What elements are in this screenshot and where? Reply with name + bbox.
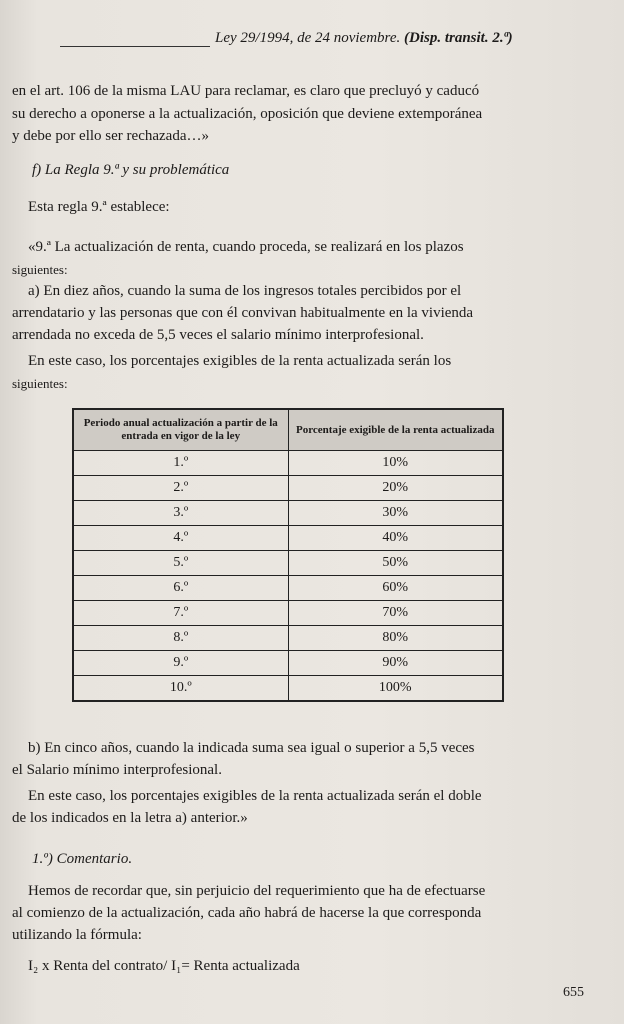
cell-porcentaje: 10% <box>288 451 503 476</box>
table-row <box>73 626 503 651</box>
section-f-heading: f) La Regla 9.ª y su problemática <box>32 162 230 178</box>
cell-periodo: 7.º <box>73 601 288 626</box>
table-header-row <box>73 409 503 451</box>
cell-periodo: 5.º <box>73 551 288 576</box>
p8-line2: al comienzo de la actualización, cada año habrá de hacerse la que corresponda <box>12 905 482 921</box>
header-law: Ley 29/1994, de 24 noviembre. <box>215 30 401 46</box>
p3-line2: siguientes: <box>12 262 68 277</box>
p1-line1: en el art. 106 de la misma LAU para reclamar, es claro que precluyó y caducó <box>12 83 480 99</box>
cell-porcentaje: 90% <box>288 651 503 676</box>
table-row <box>73 676 503 702</box>
p3-line1: «9.ª La actualización de renta, cuando proceda, se realizará en los plazos <box>28 239 464 255</box>
cell-porcentaje: 80% <box>288 626 503 651</box>
table-row <box>73 576 503 601</box>
table-row <box>73 451 503 476</box>
running-header <box>60 30 590 58</box>
page-number: 655 <box>563 985 584 1000</box>
table-row <box>73 601 503 626</box>
cell-periodo: 8.º <box>73 626 288 651</box>
cell-periodo: 6.º <box>73 576 288 601</box>
cell-periodo: 3.º <box>73 501 288 526</box>
p6-line1: b) En cinco años, cuando la indicada suma sea igual o superior a 5,5 veces <box>28 740 475 756</box>
cell-periodo: 10.º <box>73 676 288 702</box>
col-header-porcentaje: Porcentaje exigible de la renta actualizada <box>288 409 503 451</box>
comentario-heading: 1.º) Comentario. <box>32 851 133 867</box>
p4-line3: arrendada no exceda de 5,5 veces el salario mínimo interprofesional. <box>12 327 424 343</box>
cell-periodo: 4.º <box>73 526 288 551</box>
p7-line1: En este caso, los porcentajes exigibles de la renta actualizada serán el doble <box>28 788 482 804</box>
header-title <box>215 30 513 47</box>
p4-line2: arrendatario y las personas que con él convivan habitualmente en la vivienda <box>12 305 474 321</box>
cell-porcentaje: 50% <box>288 551 503 576</box>
cell-porcentaje: 40% <box>288 526 503 551</box>
p1-line2: su derecho a oponerse a la actualización, oposición que deviene extemporánea <box>12 106 483 122</box>
p1-line3: y debe por ello ser rechazada…» <box>12 128 209 144</box>
table-row <box>73 501 503 526</box>
cell-porcentaje: 20% <box>288 476 503 501</box>
col-header-periodo: Periodo anual actualización a partir de la entrada en vigor de la ley <box>73 409 288 451</box>
cell-periodo: 1.º <box>73 451 288 476</box>
p5-line1: En este caso, los porcentajes exigibles de la renta actualizada serán los <box>28 353 452 369</box>
p8-line3: utilizando la fórmula: <box>12 927 142 943</box>
table-row <box>73 551 503 576</box>
p5-line2: siguientes: <box>12 376 68 391</box>
table-row <box>73 651 503 676</box>
table-body <box>73 451 503 702</box>
p6-line2: el Salario mínimo interprofesional. <box>12 762 222 778</box>
cell-porcentaje: 60% <box>288 576 503 601</box>
cell-porcentaje: 100% <box>288 676 503 702</box>
formula: I₂ x Renta del contrato/ I₁= Renta actualizada <box>28 958 300 974</box>
header-section: (Disp. transit. 2.ª) <box>404 30 513 46</box>
cell-porcentaje: 30% <box>288 501 503 526</box>
cell-periodo: 9.º <box>73 651 288 676</box>
cell-periodo: 2.º <box>73 476 288 501</box>
p2: Esta regla 9.ª establece: <box>28 199 170 215</box>
rent-percentage-table <box>72 408 504 702</box>
header-rule <box>60 46 210 47</box>
table-row <box>73 526 503 551</box>
table-row <box>73 476 503 501</box>
p7-line2: de los indicados en la letra a) anterior.» <box>12 810 248 826</box>
p8-line1: Hemos de recordar que, sin perjuicio del requerimiento que ha de efectuarse <box>28 883 486 899</box>
p4-line1: a) En diez años, cuando la suma de los ingresos totales percibidos por el <box>28 283 462 299</box>
cell-porcentaje: 70% <box>288 601 503 626</box>
